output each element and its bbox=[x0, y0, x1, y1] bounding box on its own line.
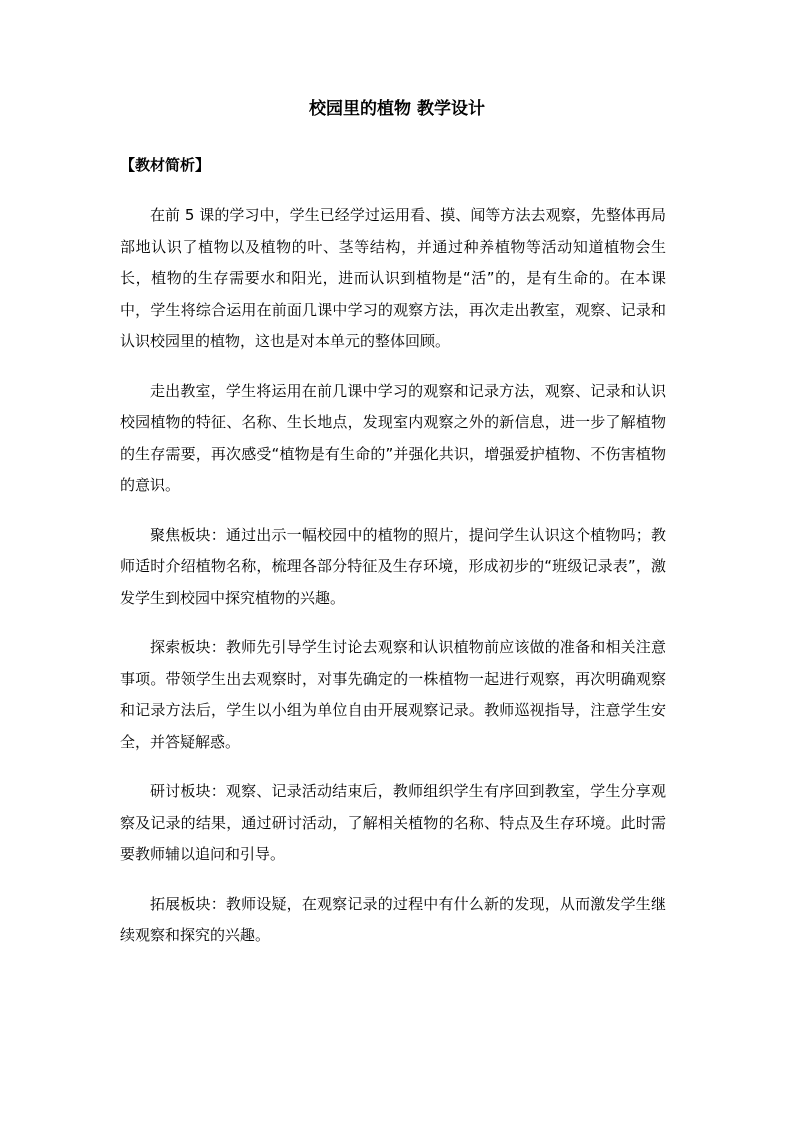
paragraph-focus: 聚焦板块：通过出示一幅校园中的植物的照片，提问学生认识这个植物吗；教师适时介绍植物名称，梳理各部分特征及生存环境，形成初步的“班级记录表”，激发学生到校园中探究植物的兴趣。 bbox=[120, 525, 666, 607]
paragraph-outdoor: 走出教室，学生将运用在前几课中学习的观察和记录方法，观察、记录和认识校园植物的特征、名称、生长地点，发现室内观察之外的新信息，进一步了解植物的生存需要，再次感受“植物是有生命的”并强化共识，增强爱护植物、不伤害植物的意识。 bbox=[120, 381, 666, 494]
paragraph-intro: 在前 5 课的学习中，学生已经学过运用看、摸、闻等方法去观察，先整体再局部地认识了植物以及植物的叶、茎等结构，并通过种养植物等活动知道植物会生长，植物的生存需要水和阳光，进而认识到植物是“活”的，是有生命的。在本课中，学生将综合运用在前面几课中学习的观察方法，再次走出教室，观察、记录和认识校园里的植物，这也是对本单元的整体回顾。 bbox=[120, 206, 666, 350]
paragraph-explore: 探索板块：教师先引导学生讨论去观察和认识植物前应该做的准备和相关注意事项。带领学生出去观察时，对事先确定的一株植物一起进行观察，再次明确观察和记录方法后，学生以小组为单位自由开展观察记录。教师巡视指导，注意学生安全，并答疑解惑。 bbox=[120, 638, 666, 751]
document-body bbox=[120, 200, 666, 970]
document-title: 校园里的植物 教学设计 bbox=[309, 99, 485, 119]
paragraph-discuss: 研讨板块：观察、记录活动结束后，教师组织学生有序回到教室，学生分享观察及记录的结果，通过研讨活动，了解相关植物的名称、特点及生存环境。此时需要教师辅以追问和引导。 bbox=[120, 782, 666, 863]
paragraph-extend: 拓展板块：教师设疑，在观察记录的过程中有什么新的发现，从而激发学生继续观察和探究的兴趣。 bbox=[120, 894, 666, 944]
section-heading: 【教材简析】 bbox=[120, 156, 211, 174]
